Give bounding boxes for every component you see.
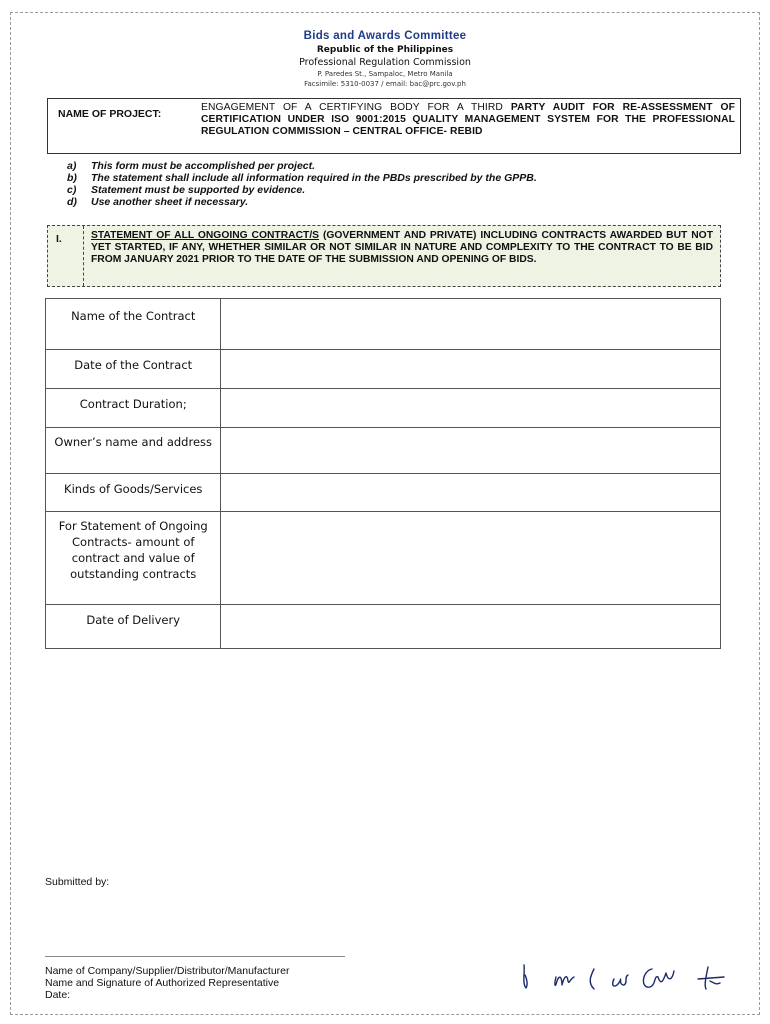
row-label bbox=[46, 605, 221, 649]
row-label bbox=[46, 428, 221, 474]
project-label: NAME OF PROJECT: bbox=[58, 108, 162, 120]
instruction-item bbox=[67, 160, 537, 172]
address-line: P. Paredes St., Sampaloc, Metro Manila bbox=[317, 70, 453, 78]
table-row bbox=[46, 605, 721, 649]
representative-line: Name and Signature of Authorized Representative bbox=[45, 977, 280, 989]
contract-table bbox=[45, 298, 721, 649]
company-line: Name of Company/Supplier/Distributor/Manufacturer bbox=[45, 965, 290, 977]
signature-block bbox=[45, 965, 290, 1001]
instruction-text: This form must be accomplished per project. bbox=[91, 160, 316, 172]
table-row bbox=[46, 299, 721, 350]
contact-line: Facsimile: 5310-0037 / email: bac@prc.gov.ph bbox=[304, 80, 466, 88]
instruction-item bbox=[67, 196, 537, 208]
table-row bbox=[46, 350, 721, 389]
date-line: Date: bbox=[45, 989, 71, 1001]
submitted-by-label: Submitted by: bbox=[45, 876, 110, 888]
row-value-cell[interactable] bbox=[221, 428, 721, 474]
republic-line: Republic of the Philippines bbox=[316, 45, 454, 55]
instruction-letter: a) bbox=[67, 160, 77, 172]
row-label-text: For Statement of Ongoing Contracts- amount of contract and value of outstanding contracts bbox=[58, 519, 208, 581]
project-name-box bbox=[47, 98, 741, 154]
instruction-letter: c) bbox=[67, 184, 77, 196]
instruction-text: Statement must be supported by evidence. bbox=[91, 184, 306, 196]
instruction-item bbox=[67, 172, 537, 184]
row-label bbox=[46, 299, 221, 350]
project-title-normal: ENGAGEMENT OF A CERTIFYING BODY FOR A THIRD bbox=[201, 102, 511, 113]
row-label bbox=[46, 389, 221, 428]
row-label bbox=[46, 512, 221, 605]
section-heading-rest: (GOVERNMENT AND PRIVATE) INCLUDING CONTRACTS AWARDED BUT NOT YET STARTED, IF ANY, WHETHER SIMILAR OR NOT SIMILAR IN NATURE AND COMPLEXITY TO THE CONTRACT TO BE BID FROM JANUARY 2021 PRIOR TO THE DATE OF THE SUBMISSION AND OPENING OF BIDS. bbox=[91, 230, 713, 265]
instruction-letter: d) bbox=[67, 196, 77, 208]
row-value-cell[interactable] bbox=[221, 605, 721, 649]
row-label-text: Name of the Contract bbox=[71, 309, 196, 323]
table-row bbox=[46, 389, 721, 428]
table-row bbox=[46, 474, 721, 512]
section-heading bbox=[91, 230, 713, 266]
instruction-text: Use another sheet if necessary. bbox=[91, 196, 249, 208]
commission-name: Professional Regulation Commission bbox=[299, 57, 471, 68]
committee-name: Bids and Awards Committee bbox=[303, 30, 467, 42]
row-value-cell[interactable] bbox=[221, 299, 721, 350]
row-label bbox=[46, 350, 221, 389]
signature-line bbox=[45, 956, 345, 957]
section-heading-underlined: STATEMENT OF ALL ONGOING CONTRACT/S bbox=[91, 230, 320, 241]
project-title bbox=[201, 102, 735, 138]
table-row bbox=[46, 428, 721, 474]
row-value-cell[interactable] bbox=[221, 389, 721, 428]
section-number: I. bbox=[56, 233, 62, 245]
row-label-text: Date of Delivery bbox=[86, 613, 181, 627]
row-value-cell[interactable] bbox=[221, 512, 721, 605]
section-divider bbox=[83, 226, 84, 286]
instruction-letter: b) bbox=[67, 172, 77, 184]
row-value-cell[interactable] bbox=[221, 474, 721, 512]
row-label-text: Date of the Contract bbox=[74, 358, 193, 372]
section-heading-box bbox=[47, 225, 721, 287]
instruction-text: The statement shall include all information required in the PBDs prescribed by the GPPB. bbox=[91, 172, 537, 184]
row-label-text: Owner’s name and address bbox=[54, 435, 213, 449]
row-label-text: Contract Duration; bbox=[79, 397, 187, 411]
row-label-text: Kinds of Goods/Services bbox=[64, 482, 203, 496]
row-value-cell[interactable] bbox=[221, 350, 721, 389]
row-label bbox=[46, 474, 221, 512]
table-row bbox=[46, 512, 721, 605]
letterhead bbox=[0, 30, 770, 88]
instructions-list bbox=[67, 160, 537, 208]
instruction-item bbox=[67, 184, 537, 196]
project-title-bold: PARTY AUDIT FOR RE-ASSESSMENT OF CERTIFICATION UNDER ISO 9001:2015 QUALITY MANAGEMENT SYSTEM FOR THE PROFESSIONAL REGULATION COMMISSION – CENTRAL OFFICE- REBID bbox=[201, 102, 735, 137]
handwritten-signature bbox=[510, 955, 745, 997]
